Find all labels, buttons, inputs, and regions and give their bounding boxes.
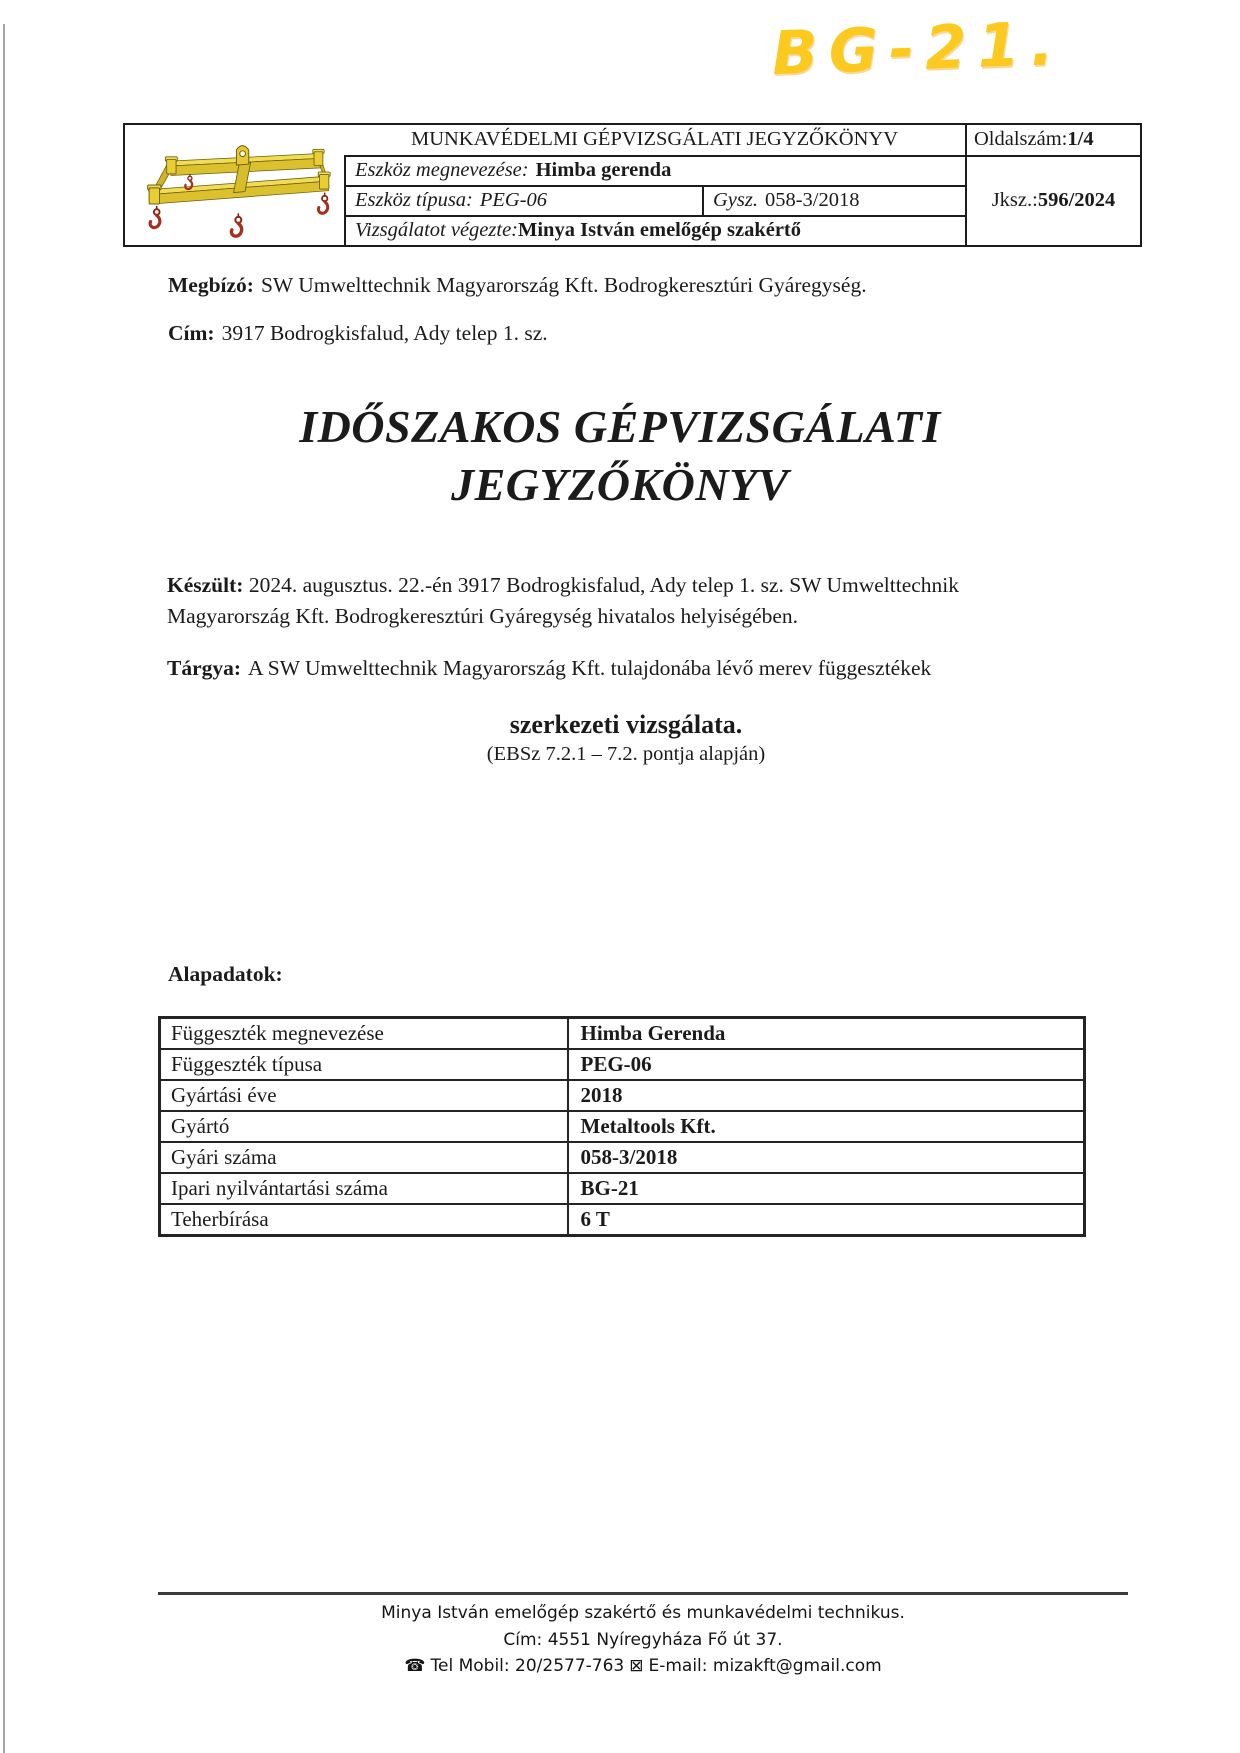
- basic-data-table: [158, 1016, 1086, 1237]
- subject-line: Tárgya: A SW Umwelttechnik Magyarország Kft. tulajdonába lévő merev függesztékek: [167, 656, 932, 680]
- subject-emphasis: szerkezeti vizsgálata.: [509, 710, 743, 739]
- row-label: Gyártási éve: [160, 1080, 568, 1111]
- footer-divider: [158, 1592, 1128, 1595]
- device-type-cell: Eszköz típusa: PEG-06: [344, 185, 702, 215]
- row-label: Gyártó: [160, 1111, 568, 1142]
- table-row: [160, 1173, 1085, 1204]
- main-title-line2: JEGYZŐKÖNYV: [451, 459, 789, 510]
- footer: [158, 1600, 1128, 1680]
- row-value: Himba Gerenda: [568, 1018, 1085, 1050]
- footer-line1: Minya István emelőgép szakértő és munkavédelmi technikus.: [381, 1603, 905, 1623]
- row-value: 6 T: [568, 1204, 1085, 1236]
- table-row: [160, 1049, 1085, 1080]
- subject-reference: (EBSz 7.2.1 – 7.2. pontja alapján): [486, 743, 766, 765]
- table-row: [160, 1080, 1085, 1111]
- phone-icon: ☎: [404, 1656, 426, 1676]
- row-label: Teherbírása: [160, 1204, 568, 1236]
- table-row: [160, 1111, 1085, 1142]
- row-value: Metaltools Kft.: [568, 1111, 1085, 1142]
- table-row: [160, 1204, 1085, 1236]
- report-title: MUNKAVÉDELMI GÉPVIZSGÁLATI JEGYZŐKÖNYV: [410, 128, 899, 151]
- header-table: [123, 123, 1142, 247]
- client-line: Megbízó: SW Umwelttechnik Magyarország Kft. Bodrogkeresztúri Gyáregység.: [168, 273, 867, 297]
- journal-number-cell: Jksz.: 596/2024: [965, 155, 1140, 245]
- device-name-cell: Eszköz megnevezése: Himba gerenda: [344, 155, 965, 185]
- scan-edge-artifact: [3, 24, 5, 1753]
- row-value: 058-3/2018: [568, 1142, 1085, 1173]
- row-value: PEG-06: [568, 1049, 1085, 1080]
- row-label: Gyári száma: [160, 1142, 568, 1173]
- main-title-line1: IDŐSZAKOS GÉPVIZSGÁLATI: [299, 401, 941, 452]
- footer-email: E-mail: mizakft@gmail.com: [648, 1656, 882, 1676]
- envelope-icon: ⊠: [629, 1656, 644, 1676]
- footer-line2: Cím: 4551 Nyíregyháza Fő út 37.: [503, 1629, 783, 1650]
- inspector-cell: Vizsgálatot végezte: Minya István emelőgép szakértő: [344, 215, 965, 245]
- table-row: [160, 1142, 1085, 1173]
- equipment-photo-cell: [125, 125, 344, 245]
- row-label: Függeszték megnevezése: [160, 1018, 568, 1050]
- footer-line3: [158, 1653, 1128, 1680]
- address-line: Cím: 3917 Bodrogkisfalud, Ady telep 1. sz.: [168, 321, 548, 345]
- made-paragraph: Készült: 2024. augusztus. 22.-én 3917 Bodrogkisfalud, Ady telep 1. sz. SW Umwelttechnik Magyarország Kft. Bodrogkeresztúri Gyáregység hivatalos helyiségében.: [167, 573, 960, 628]
- footer-phone: Tel Mobil: 20/2577-763: [430, 1656, 625, 1676]
- row-label: Függeszték típusa: [160, 1049, 568, 1080]
- lifting-beam-illustration: [130, 129, 340, 241]
- page-number-cell: Oldalszám: 1/4: [965, 125, 1140, 155]
- row-label: Ipari nyilvántartási száma: [160, 1173, 568, 1204]
- basic-data-heading: Alapadatok:: [168, 962, 283, 986]
- row-value: BG-21: [568, 1173, 1085, 1204]
- row-value: 2018: [568, 1080, 1085, 1111]
- table-row: [160, 1018, 1085, 1050]
- serial-number-cell: Gysz. 058-3/2018: [702, 185, 965, 215]
- handwritten-id-mark: BG-21.: [770, 8, 1066, 90]
- main-title: [0, 398, 1240, 514]
